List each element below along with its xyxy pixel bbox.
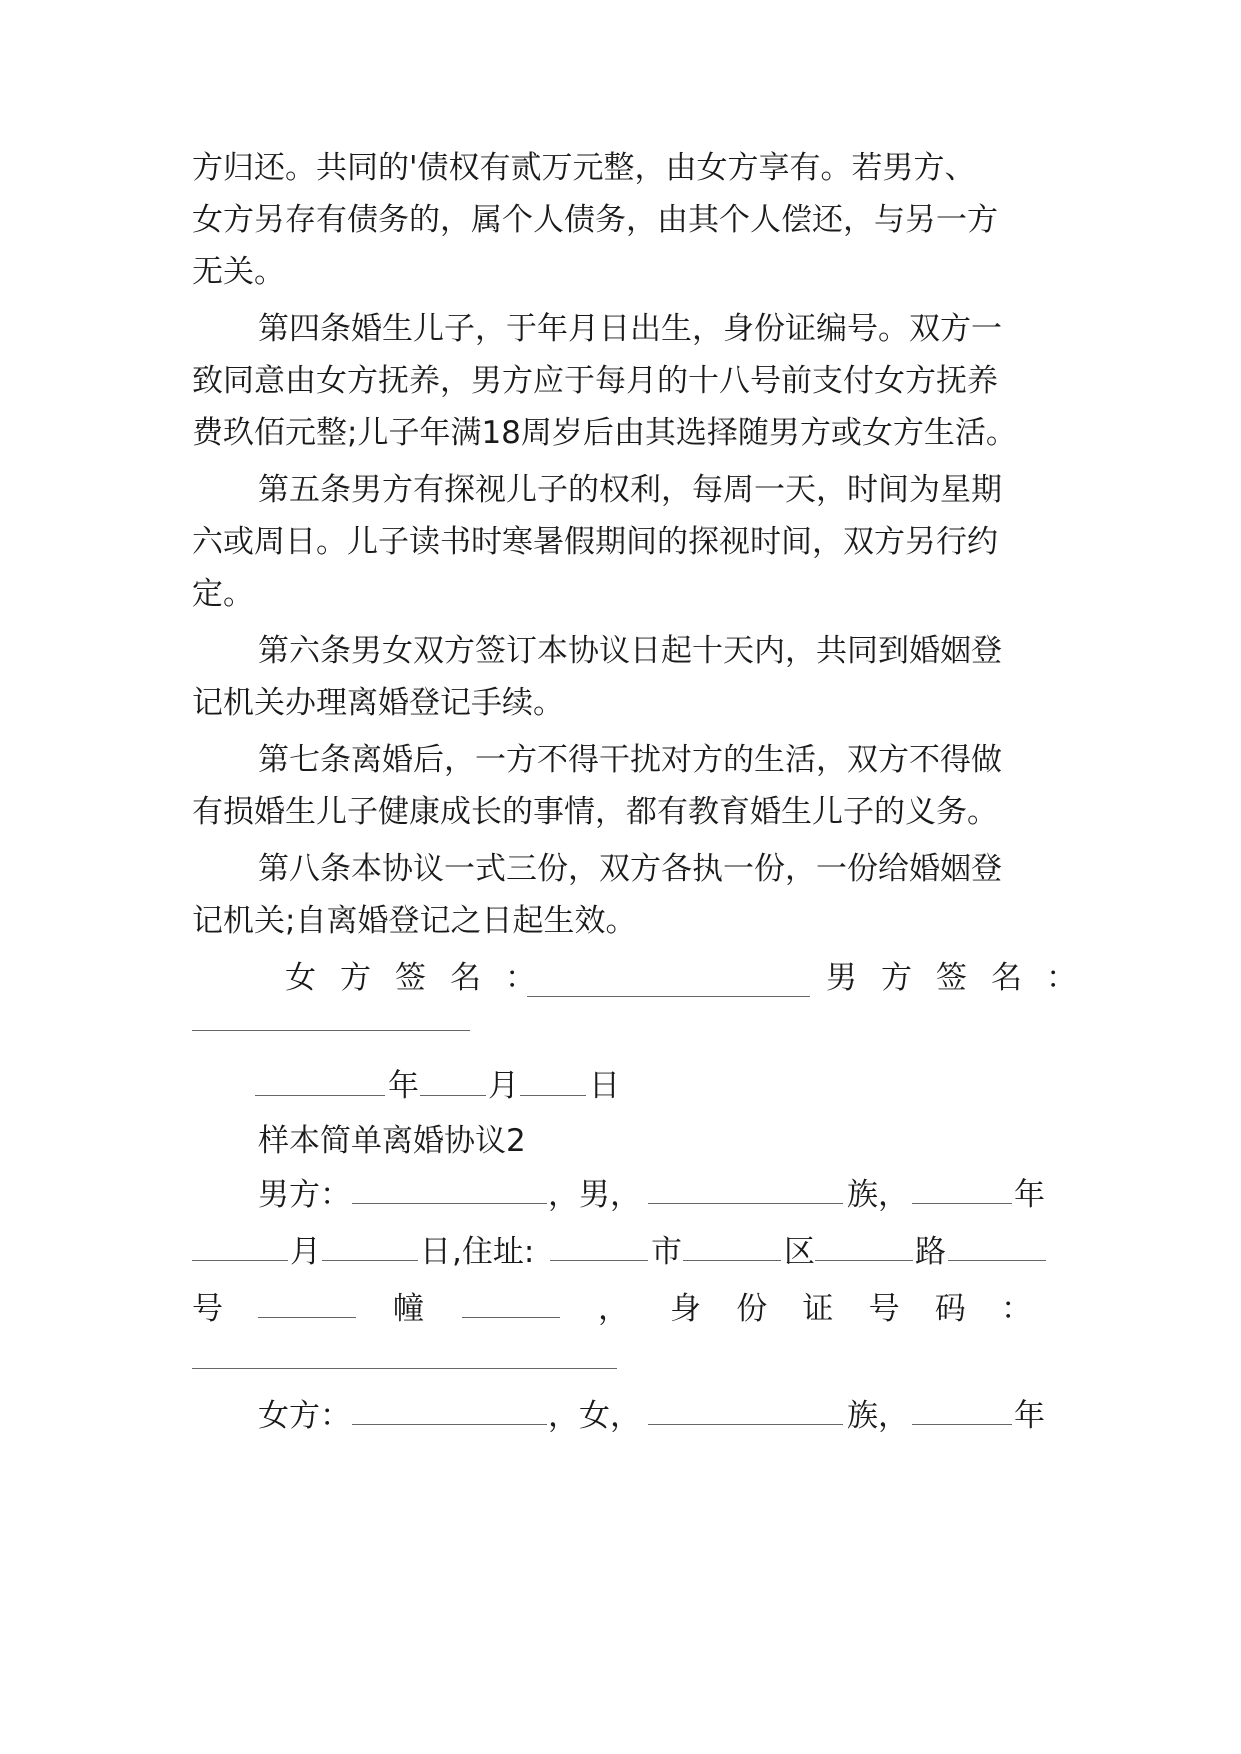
male-road-label: 路	[915, 1234, 946, 1270]
month-label: 月	[488, 1068, 519, 1104]
male-comma: ，	[598, 1291, 629, 1327]
male-year-blank[interactable]	[912, 1203, 1012, 1204]
year-blank[interactable]	[255, 1095, 385, 1096]
body-line: 费玖佰元整;儿子年满18周岁后由其选择随男方或女方生活。	[192, 415, 1017, 451]
male-month-label: 月	[290, 1234, 321, 1270]
male-ethnic-label: 族，	[847, 1177, 909, 1213]
female-signature-label: 女方签名：	[285, 960, 560, 996]
day-blank[interactable]	[520, 1095, 586, 1096]
body-line: 女方另存有债务的，属个人债务，由其个人偿还，与另一方	[192, 202, 998, 238]
male-signature	[826, 958, 1101, 998]
female-ethnic-blank[interactable]	[648, 1424, 843, 1425]
male-number-label: 号	[192, 1291, 223, 1327]
male-ethnic-blank[interactable]	[648, 1203, 843, 1204]
female-name-blank[interactable]	[352, 1424, 547, 1425]
male-number-blank[interactable]	[948, 1260, 1046, 1261]
female-ethnic-label: 族，	[847, 1398, 909, 1434]
id-char: 身	[670, 1291, 701, 1327]
year-label: 年	[388, 1068, 419, 1104]
female-year-blank[interactable]	[912, 1424, 1012, 1425]
month-blank[interactable]	[420, 1095, 486, 1096]
clause-6-line: 第六条男女双方签订本协议日起十天内，共同到婚姻登	[258, 633, 1002, 669]
male-id-blank[interactable]	[192, 1368, 617, 1369]
male-month-blank[interactable]	[192, 1260, 288, 1261]
body-line: 致同意由女方抚养，男方应于每月的十八号前支付女方抚养	[192, 363, 998, 399]
female-gender: ，女，	[548, 1398, 641, 1434]
male-building-label: 幢	[393, 1291, 424, 1327]
female-signature-blank[interactable]	[527, 996, 810, 997]
male-label: 男方：	[258, 1177, 351, 1213]
body-line: 有损婚生儿子健康成长的事情，都有教育婚生儿子的义务。	[192, 794, 998, 830]
male-year-label: 年	[1014, 1177, 1045, 1213]
id-char: 码	[934, 1291, 966, 1327]
male-signature-blank[interactable]	[192, 1030, 470, 1031]
male-building-blank[interactable]	[258, 1317, 356, 1318]
male-road-blank[interactable]	[815, 1260, 913, 1261]
body-line: 记机关;自离婚登记之日起生效。	[192, 903, 637, 939]
id-char: 证	[802, 1291, 834, 1327]
male-day-blank[interactable]	[322, 1260, 418, 1261]
body-line: 六或周日。儿子读书时寒暑假期间的探视时间，双方另行约	[192, 524, 998, 560]
male-address-label: ,住址:	[452, 1234, 535, 1270]
body-line: 定。	[192, 576, 254, 612]
section-title: 样本简单离婚协议2	[258, 1123, 526, 1159]
id-char: 号	[868, 1291, 900, 1327]
day-label: 日	[589, 1068, 620, 1104]
male-day-label: 日	[420, 1234, 451, 1270]
clause-4-line: 第四条婚生儿子，于年月日出生，身份证编号。双方一	[258, 311, 1002, 347]
female-label: 女方：	[258, 1398, 351, 1434]
male-signature-label: 男方签名：	[826, 960, 1101, 996]
male-name-blank[interactable]	[352, 1203, 547, 1204]
body-line: 方归还。共同的'债权有贰万元整，由女方享有。若男方、	[192, 150, 976, 186]
body-line: 无关。	[192, 254, 285, 290]
clause-5-line: 第五条男方有探视儿子的权利，每周一天，时间为星期	[258, 472, 1002, 508]
clause-8-line: 第八条本协议一式三份，双方各执一份，一份给婚姻登	[258, 851, 1002, 887]
male-city-label: 市	[651, 1234, 682, 1270]
body-line: 记机关办理离婚登记手续。	[192, 685, 564, 721]
female-year-label: 年	[1014, 1398, 1045, 1434]
id-char: 份	[736, 1291, 768, 1327]
male-id-label	[670, 1289, 1032, 1329]
id-char: ：	[1000, 1291, 1032, 1327]
male-district-blank[interactable]	[683, 1260, 781, 1261]
clause-7-line: 第七条离婚后，一方不得干扰对方的生活，双方不得做	[258, 742, 1002, 778]
male-district-label: 区	[784, 1234, 815, 1270]
male-unit-blank[interactable]	[462, 1317, 560, 1318]
male-gender: ，男，	[548, 1177, 641, 1213]
male-city-blank[interactable]	[550, 1260, 648, 1261]
